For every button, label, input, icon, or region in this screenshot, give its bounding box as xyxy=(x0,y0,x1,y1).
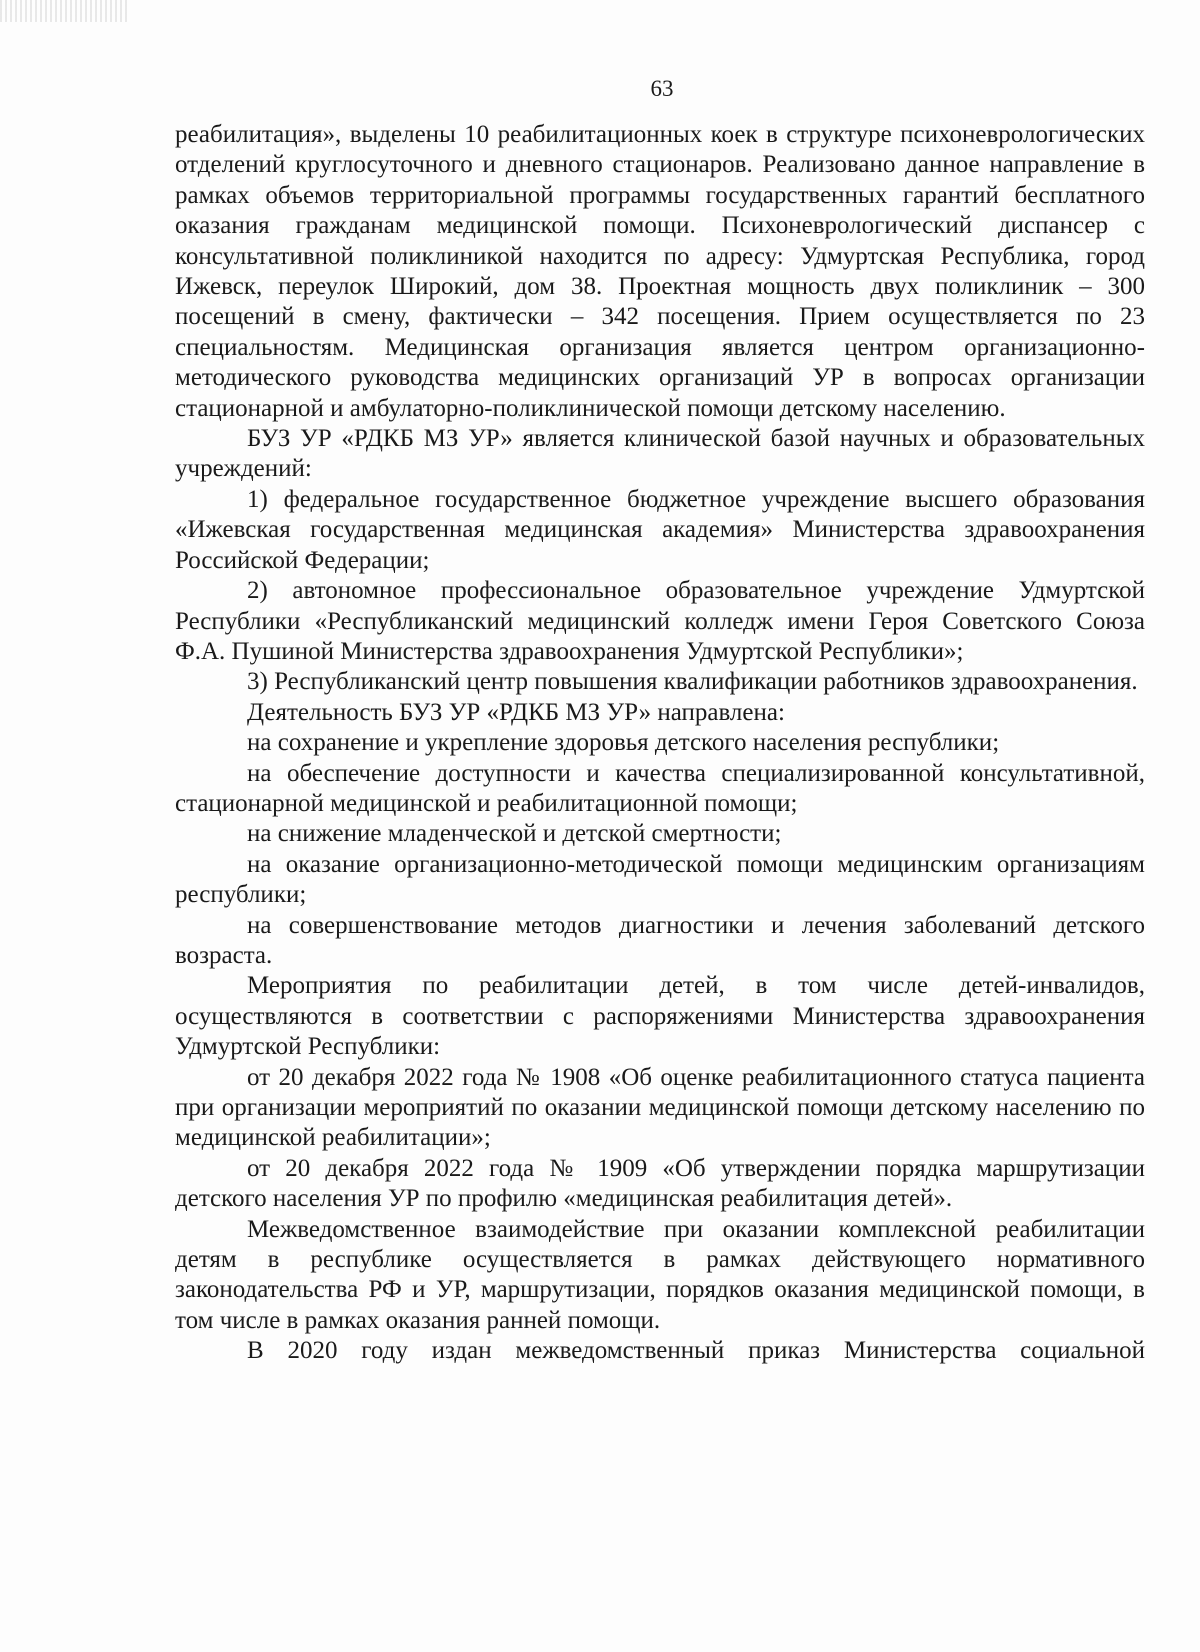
paragraph-rehabilitation-beds: реабилитация», выделены 10 реабилитационных коек в структуре психоневрологических отделений круглосуточного и дневного стационаров. Реализовано данное направление в рамках объемов территориальной программы государственных гарантий бесплатного оказания гражданам медицинской помощи. Психоневрологический диспансер с консультативной поликлиникой находится по адресу: Удмуртская Республика, город Ижевск, переулок Широкий, дом 38. Проектная мощность двух поликлиник – 300 посещений в смену, фактически – 342 посещения. Прием осуществляется по 23 специальностям. Медицинская организация является центром организационно-методического руководства медицинских организаций УР в вопросах организации стационарной и амбулаторно-поликлинической помощи детскому населению. xyxy=(175,121,1145,422)
order-item-1908: от 20 декабря 2022 года № 1908 «Об оценке реабилитационного статуса пациента при организации мероприятий по оказании медицинской помощи детскому населению по медицинской реабилитации»; xyxy=(175,1063,1145,1152)
activity-item-methodological-help: на оказание организационно-методической помощи медицинским организациям республики; xyxy=(175,850,1145,909)
activity-item-diagnostics: на совершенствование методов диагностики и лечения заболеваний детского возраста. xyxy=(175,911,1145,969)
activity-item-health-preservation: на сохранение и укрепление здоровья детского населения республики; xyxy=(247,729,1000,757)
scan-artifact xyxy=(0,0,130,22)
paragraph-rehabilitation-measures: Мероприятия по реабилитации детей, в том числе детей-инвалидов, осуществляются в соответствии с распоряжениями Министерства здравоохранения Удмуртской Республики: xyxy=(175,972,1145,1061)
list-item-qualification-center: 3) Республиканский центр повышения квалификации работников здравоохранения. xyxy=(247,668,1138,696)
activity-item-care-availability: на обеспечение доступности и качества специализированной консультативной, стационарной медицинской и реабилитационной помощи; xyxy=(175,759,1145,817)
activity-item-mortality-reduction: на снижение младенческой и детской смертности; xyxy=(247,820,782,848)
paragraph-2020-order: В 2020 году издан межведомственный приказ Министерства социальной xyxy=(247,1337,1145,1365)
paragraph-activity-heading: Деятельность БУЗ УР «РДКБ МЗ УР» направлена: xyxy=(247,698,785,726)
list-item-medical-college: 2) автономное профессиональное образовательное учреждение Удмуртской Республики «Республиканский медицинский колледж имени Героя Советского Союза Ф.А. Пушиной Министерства здравоохранения Удмуртской Республики»; xyxy=(175,577,1145,665)
order-item-1909: от 20 декабря 2022 года № 1909 «Об утверждении порядка маршрутизации детского населения УР по профилю «медицинская реабилитация детей». xyxy=(175,1154,1145,1213)
list-item-medical-academy: 1) федеральное государственное бюджетное учреждение высшего образования «Ижевская государственная медицинская академия» Министерства здравоохранения Российской Федерации; xyxy=(175,485,1145,574)
document-body xyxy=(175,120,1145,1367)
page-number: 63 xyxy=(650,76,674,101)
paragraph-interagency-cooperation: Межведомственное взаимодействие при оказании комплексной реабилитации детям в республике осуществляется в рамках действующего нормативного законодательства РФ и УР, маршрутизации, порядков оказания медицинской помощи, в том числе в рамках оказания ранней помощи. xyxy=(175,1215,1145,1334)
paragraph-clinical-base: БУЗ УР «РДКБ МЗ УР» является клинической базой научных и образовательных учреждений: xyxy=(175,425,1145,483)
